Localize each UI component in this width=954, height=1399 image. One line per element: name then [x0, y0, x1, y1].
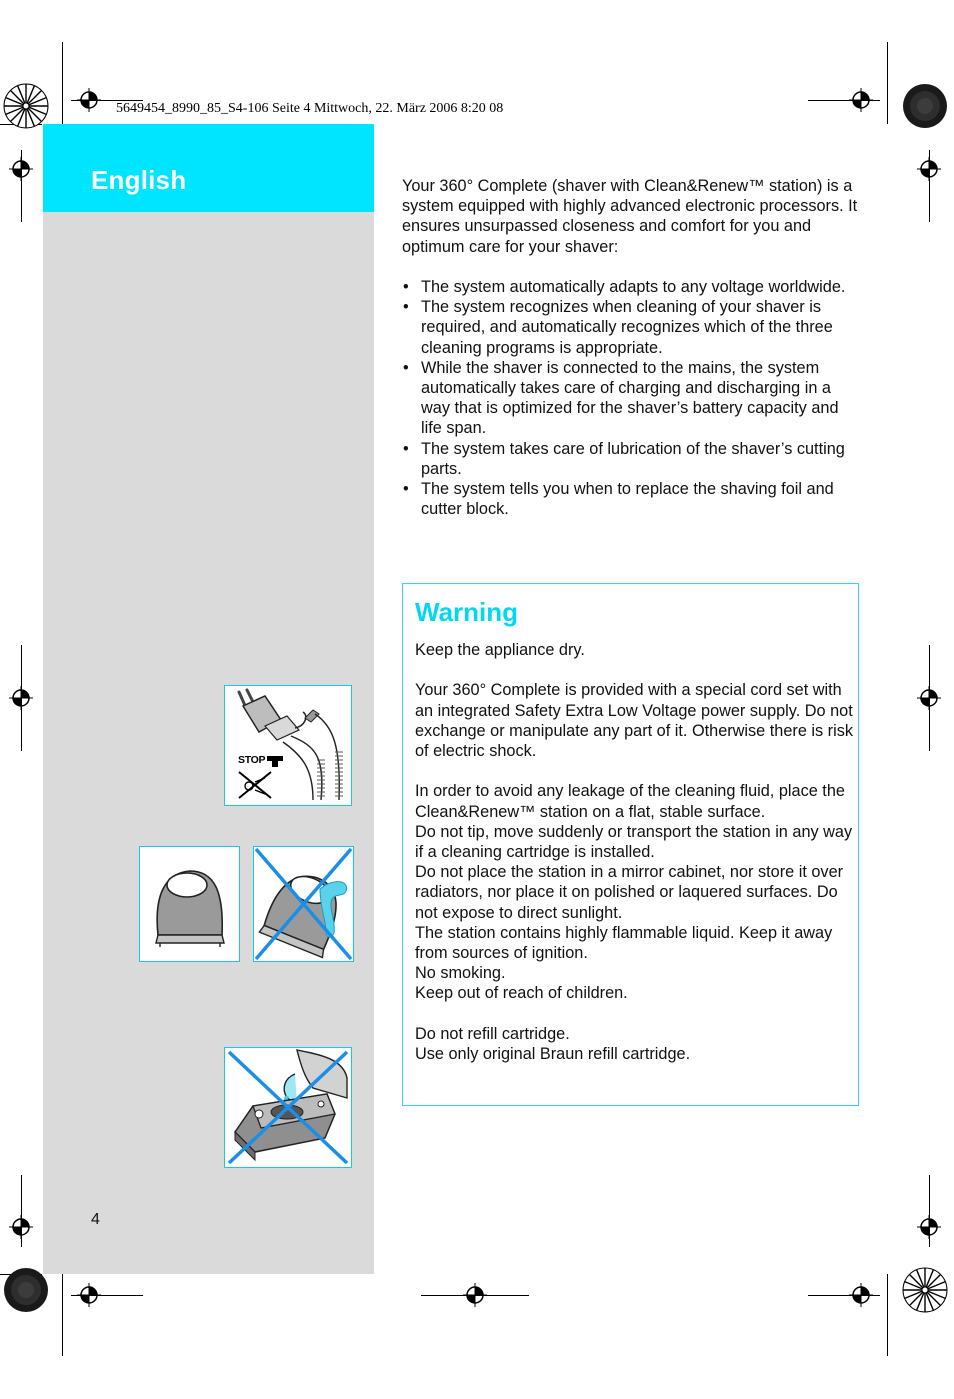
- registration-mark-icon: [849, 88, 873, 112]
- registration-mark-icon: [849, 1283, 873, 1307]
- intro-paragraph: Your 360° Complete (shaver with Clean&Renew™ station) is a system equipped with highly advanced electronic processors. It ensures unsurpassed closeness and comfort for you and optimum care for your shaver:: [402, 177, 858, 256]
- registration-mark-icon: [463, 1283, 487, 1307]
- feature-list: [402, 277, 862, 519]
- registration-mark-icon: [9, 1215, 33, 1239]
- page-number: 4: [91, 1211, 100, 1228]
- registration-mark-icon: [9, 157, 33, 181]
- registration-mark-icon: [917, 686, 941, 710]
- list-item: • The system automatically adapts to any voltage worldwide.: [402, 277, 862, 297]
- warning-paragraph: The station contains highly flammable liquid. Keep it away from sources of ignition.: [415, 923, 833, 963]
- refill-cartridge-icon: [225, 1048, 351, 1167]
- crop-mark-top-left-vertical: [62, 42, 63, 124]
- warning-title: Warning: [415, 597, 519, 627]
- registration-mark-icon: [9, 686, 33, 710]
- registration-mark-icon: [917, 1215, 941, 1239]
- warning-paragraph: Keep the appliance dry.: [415, 641, 585, 659]
- starburst-target-icon: [3, 83, 49, 129]
- list-item: • While the shaver is connected to the mains, the system automatically takes care of charging and discharging in a way that is optimized for the shaver’s battery capacity and life span.: [402, 358, 862, 439]
- gray-target-icon: [902, 83, 948, 129]
- crop-mark-bottom-right-vertical: [887, 1274, 888, 1356]
- crop-mark-bottom-left-vertical: [62, 1274, 63, 1356]
- warning-paragraph: Keep out of reach of children.: [415, 984, 628, 1003]
- warning-paragraph: Do not place the station in a mirror cabinet, nor store it over radiators, nor place it on polished or laquered surfaces. Do not expose to direct sunlight.: [415, 863, 844, 922]
- tipped-station-icon: [254, 847, 353, 961]
- refill-cartridge-illustration: [224, 1047, 352, 1168]
- cleaning-station-icon: [140, 847, 239, 961]
- warning-paragraph: No smoking.: [415, 964, 506, 983]
- registration-mark-icon: [77, 88, 101, 112]
- list-item: • The system tells you when to replace the shaving foil and cutter block.: [402, 479, 862, 519]
- cord-set-illustration: [224, 685, 352, 806]
- section-title: English: [91, 165, 187, 195]
- warning-content: [415, 640, 855, 1064]
- list-item: • The system recognizes when cleaning of your shaver is required, and automatically recognizes which of the three cleaning programs is appropriate.: [402, 297, 862, 358]
- list-item: • The system takes care of lubrication of the shaver’s cutting parts.: [402, 439, 862, 479]
- warning-paragraph: Your 360° Complete is provided with a special cord set with an integrated Safety Extra Low Voltage power supply. Do not exchange or manipulate any part of it. Otherwise there is risk of electric shock.: [415, 681, 853, 760]
- plug-cord-icon: [225, 686, 351, 805]
- station-upright-illustration: [139, 846, 240, 962]
- warning-paragraph: Use only original Braun refill cartridge.: [415, 1045, 691, 1064]
- crop-mark-top-right-vertical: [887, 42, 888, 124]
- station-tipped-illustration: [253, 846, 354, 962]
- warning-paragraph: In order to avoid any leakage of the cleaning fluid, place the Clean&Renew™ station on a flat, stable surface.: [415, 782, 845, 821]
- warning-paragraph: Do not tip, move suddenly or transport the station in any way if a cleaning cartridge is installed.: [415, 822, 853, 861]
- registration-mark-icon: [917, 157, 941, 181]
- stop-label: STOP: [238, 754, 266, 766]
- registration-mark-icon: [77, 1283, 101, 1307]
- warning-paragraph: Do not refill cartridge.: [415, 1024, 570, 1043]
- starburst-target-icon: [902, 1267, 948, 1313]
- print-slug: 5649454_8990_85_S4-106 Seite 4 Mittwoch, 22. März 2006 8:20 08: [116, 101, 504, 116]
